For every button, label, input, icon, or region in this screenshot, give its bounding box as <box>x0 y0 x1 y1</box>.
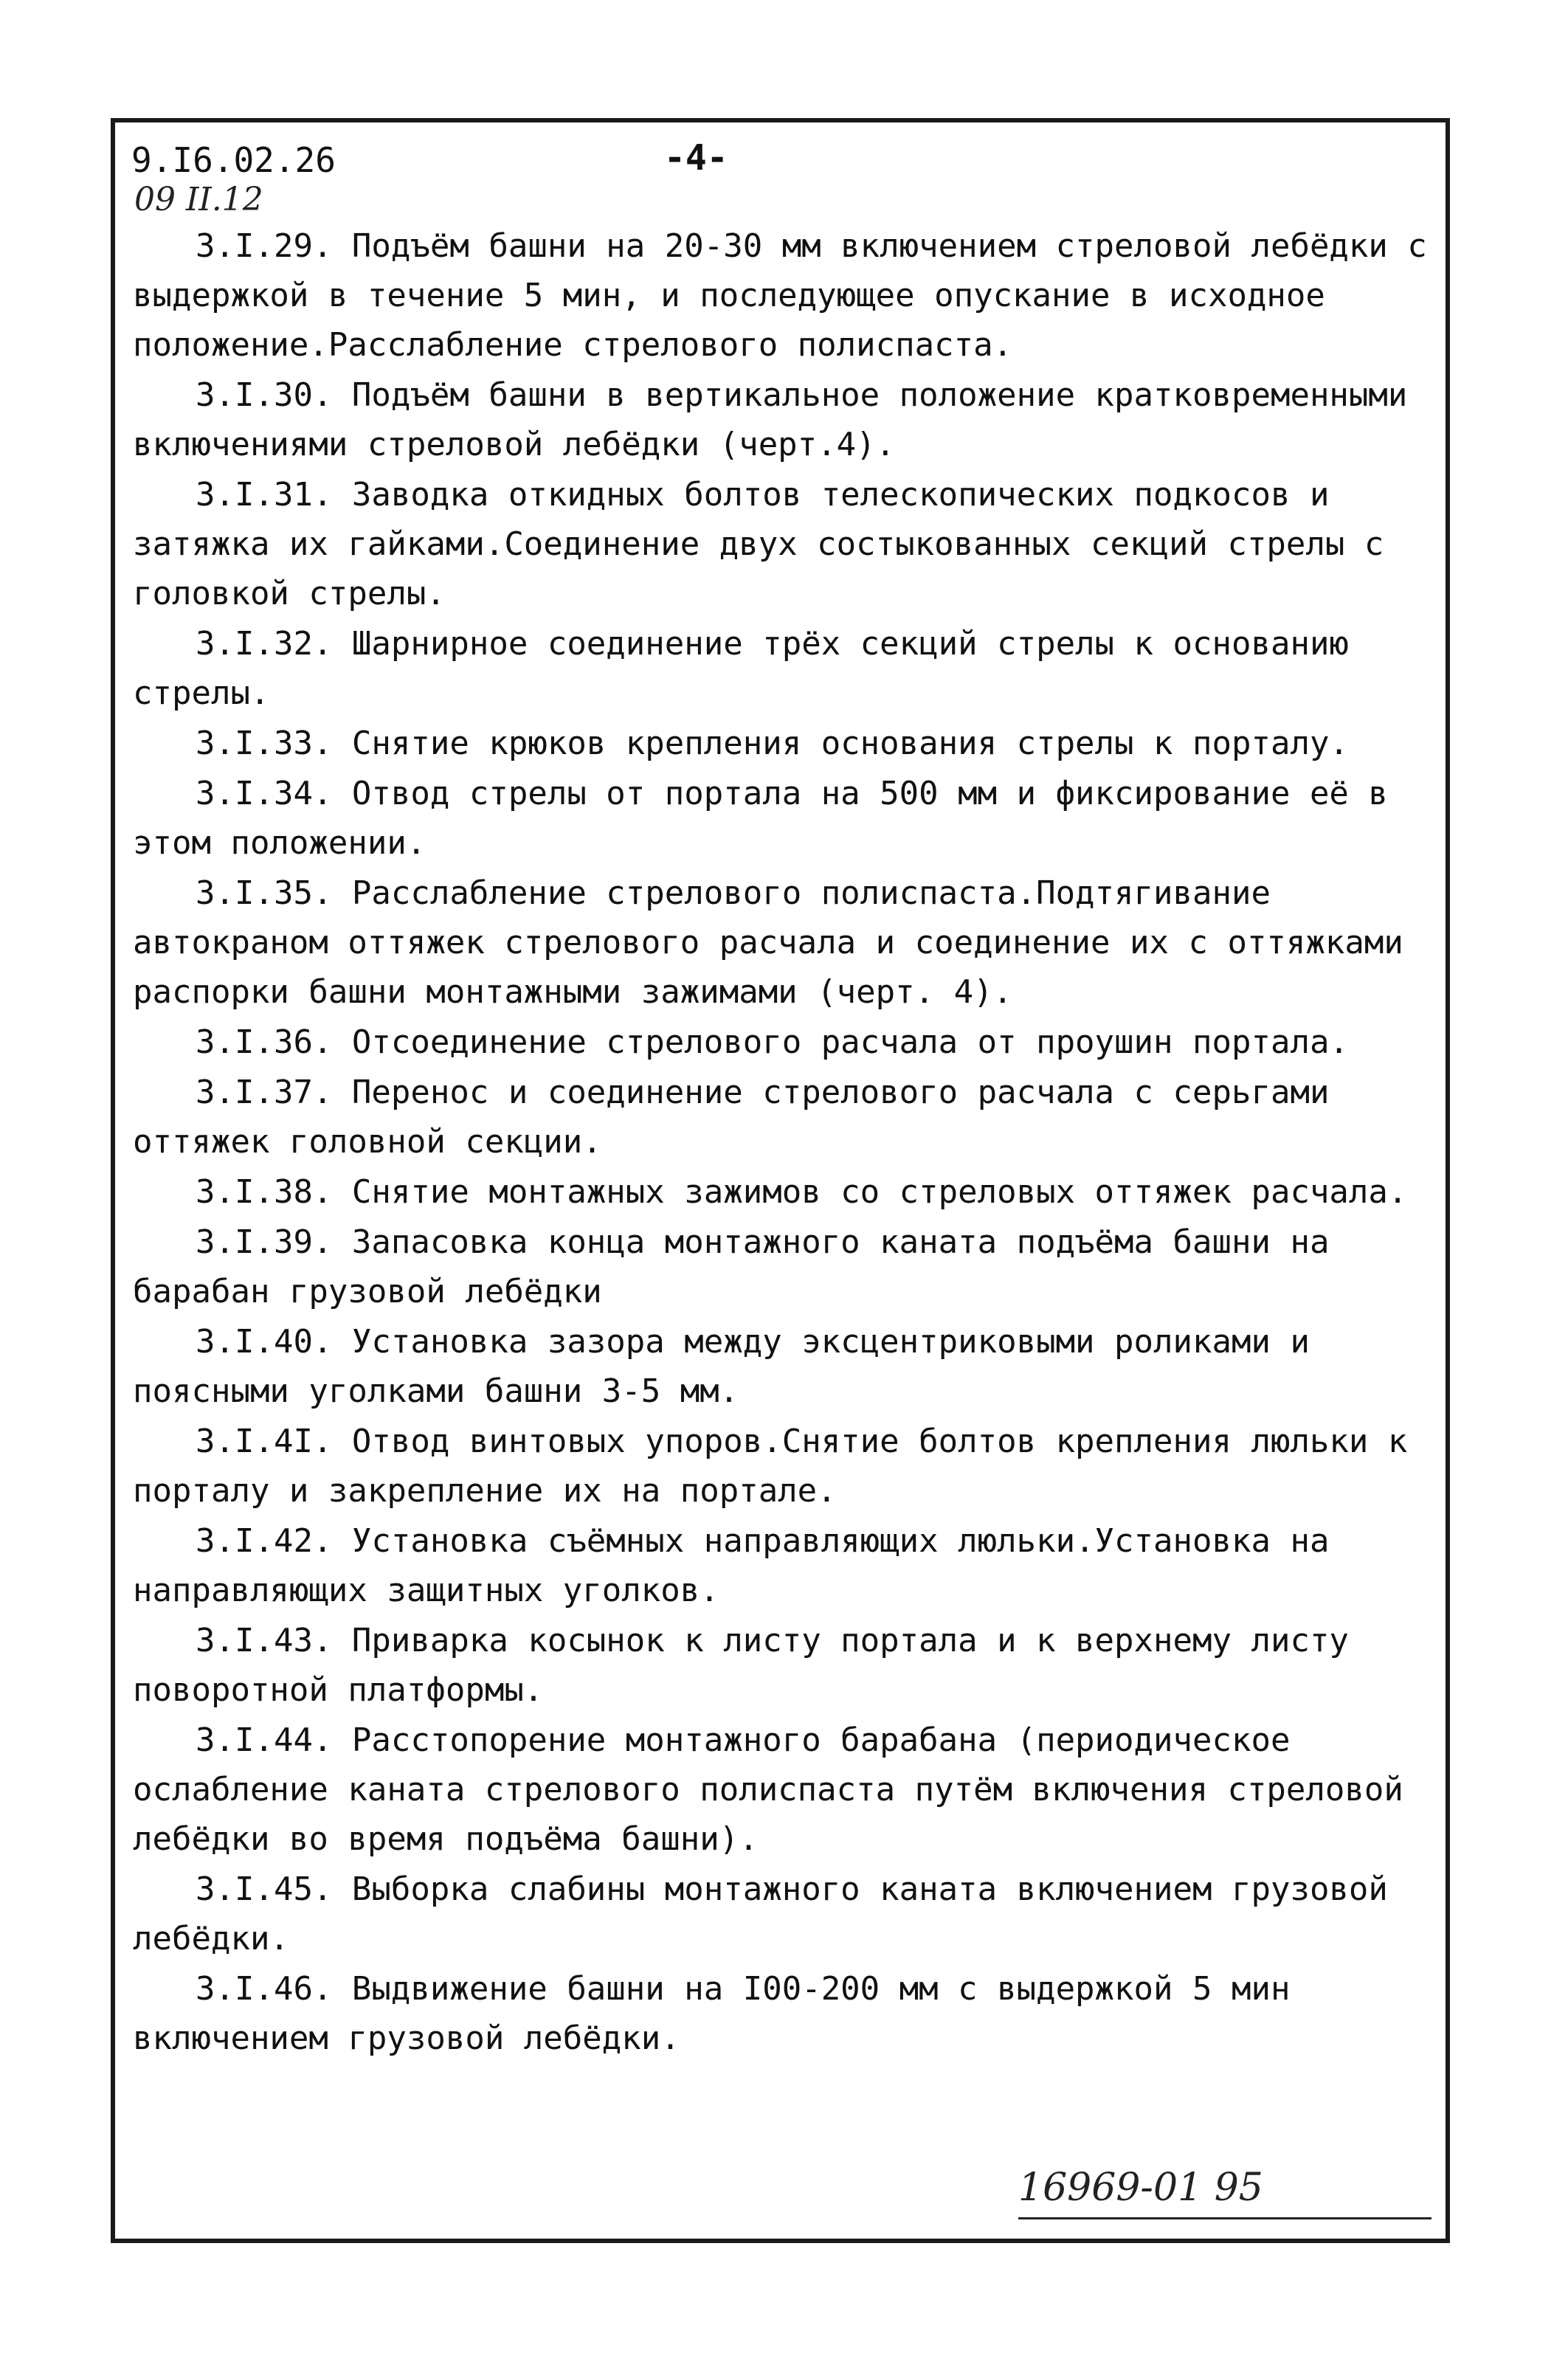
paragraph: 3.I.43. Приварка косынок к листу портала и к верхнему листу поворотной платформы. <box>133 1622 1349 1709</box>
paragraph: 3.I.46. Выдвижение башни на I00-200 мм с выдержкой 5 мин включением грузовой лебёдки. <box>133 1970 1291 2057</box>
paragraph: 3.I.44. Расстопорение монтажного барабана (периодическое ослабление каната стрелового полиспаста путём включения стреловой лебёдки во время подъёма башни). <box>133 1721 1403 1858</box>
document-code: 9.I6.02.26 <box>131 140 336 180</box>
paragraph: 3.I.36. Отсоединение стрелового расчала от проушин портала. <box>196 1023 1349 1061</box>
paragraph: 3.I.39. Запасовка конца монтажного каната подъёма башни на барабан грузовой лебёдки <box>133 1223 1330 1310</box>
page-number: -4- <box>664 137 728 179</box>
stamp-underline <box>1018 2217 1431 2219</box>
document-stamp: 16969-01 95 <box>1018 2166 1263 2210</box>
paragraph: 3.I.38. Снятие монтажных зажимов со стреловых оттяжек расчала. <box>196 1173 1408 1211</box>
body-text <box>133 221 1431 2064</box>
paragraph: 3.I.45. Выборка слабины монтажного каната включением грузовой лебёдки. <box>133 1870 1388 1958</box>
paragraph: 3.I.33. Снятие крюков крепления основания стрелы к порталу. <box>196 725 1349 762</box>
paragraph: 3.I.42. Установка съёмных направляющих люльки.Установка на направляющих защитных уголков. <box>133 1522 1330 1609</box>
paragraph: 3.I.29. Подъём башни на 20-30 мм включением стреловой лебёдки с выдержкой в течение 5 мин, и последующее опускание в исходное положение.Расслабление стрелового полиспаста. <box>133 227 1427 364</box>
paragraph: 3.I.37. Перенос и соединение стрелового расчала с серьгами оттяжек головной секции. <box>133 1074 1330 1161</box>
paragraph: 3.I.4I. Отвод винтовых упоров.Снятие болтов крепления люльки к порталу и закрепление их на портале. <box>133 1423 1408 1510</box>
handwritten-code: 09 II.12 <box>134 181 263 218</box>
paragraph: 3.I.34. Отвод стрелы от портала на 500 мм и фиксирование её в этом положении. <box>133 775 1388 862</box>
paragraph: 3.I.40. Установка зазора между эксцентриковыми роликами и поясными уголками башни 3-5 мм. <box>133 1323 1310 1410</box>
paragraph: 3.I.30. Подъём башни в вертикальное положение кратковременными включениями стреловой лебёдки (черт.4). <box>133 376 1408 463</box>
paragraph: 3.I.35. Расслабление стрелового полиспаста.Подтягивание автокраном оттяжек стрелового расчала и соединение их с оттяжками распорки башни монтажными зажимами (черт. 4). <box>133 874 1403 1011</box>
paragraph: 3.I.32. Шарнирное соединение трёх секций стрелы к основанию стрелы. <box>133 625 1349 712</box>
paragraph: 3.I.31. Заводка откидных болтов телескопических подкосов и затяжка их гайками.Соединение двух состыкованных секций стрелы с головкой стрелы. <box>133 476 1384 612</box>
